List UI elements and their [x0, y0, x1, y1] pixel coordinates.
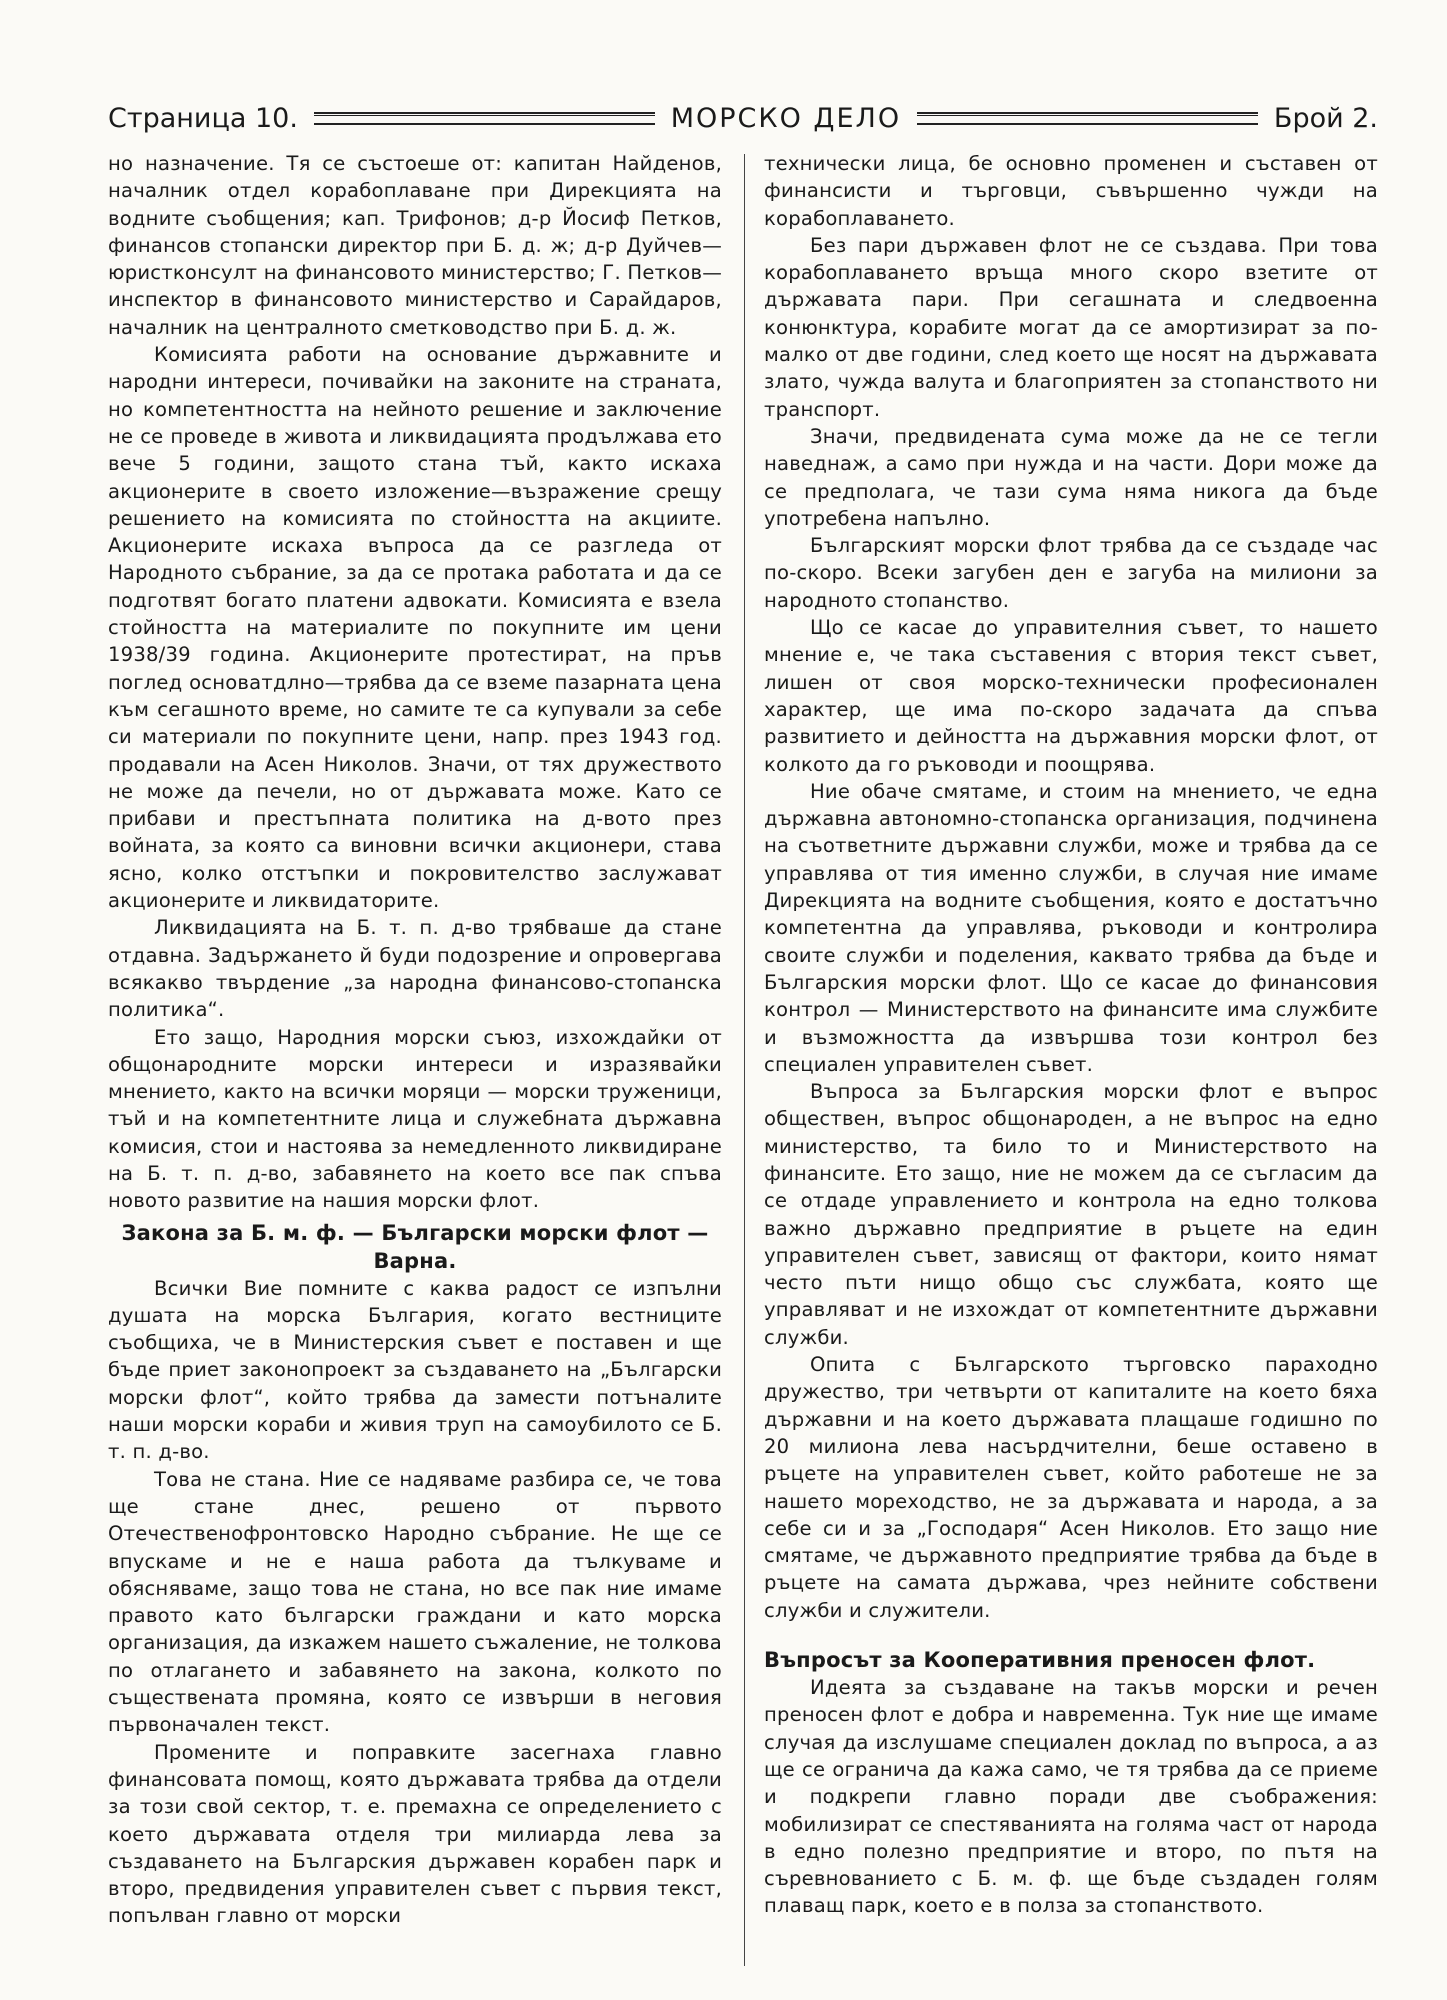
article-body — [108, 150, 1378, 1930]
paragraph: Що се касае до управителния съвет, то нашето мнение е, че така съставения с втория текст съвет, лишен от своя морско-технически професионален характер, ще има по-скоро задачата да спъва развитието и дейността на държавния морски флот, от колкото да го ръководи и поощрява. — [764, 616, 1378, 776]
header-rule-right — [917, 112, 1258, 125]
paragraph: Промените и поправките засегнаха главно финансовата помощ, която държавата трябва да отдели за този свой сектор, т. е. премахна се определението с което държавата отделя три милиарда лева за създаването на Българския държавен корабен парк и второ, предвидения управителен съвет с първия текст, попълван главно от морски — [108, 1740, 722, 1928]
left-column — [108, 150, 722, 1930]
paragraph: Значи, предвидената сума може да не се тегли наведнаж, а само при нужда и на части. Дори може да се предполага, че тази сума няма никога да бъде употребена напълно. — [764, 424, 1378, 530]
paragraph: технически лица, бе основно променен и съставен от финансисти и търговци, съвършенно чужди на корабоплаването. — [764, 152, 1378, 230]
paragraph: Това не стана. Ние се надяваме разбира се, че това ще стане днес, решено от първото Отечественофронтовско Народно събрание. Не ще се впускаме и не е наша работа да тълкуваме и обясняваме, защо това не стана, но все пак ние имаме правото като български граждани и като морска организация, да изкажем нашето съжаление, не толкова по отлагането и забавянето на закона, колкото по съществената промяна, която се извърши в неговия първоначален текст. — [108, 1467, 722, 1737]
paragraph: Комисията работи на основание държавните и народни интереси, почивайки на законите на страната, но компетентността на нейното решение и заключение не се проведе в живота и ликвидацията продължава ето вече 5 години, защото стана тъй, както искаха акционерите в своето изложение—възражение срещу решението на комисията по стойността на акциите. Акционерите искаха въпроса да се разгледа от Народното събрание, за да се протака работата и да се подготвят богато платени адвокати. Комисията е взела стойността на материалите по покупните им цени 1938/39 година. Акционерите протестират, на пръв поглед основатдлно—трябва да се вземе пазарната цена към сегашното време, но самите те са купували за себе си материали по покупните цени, напр. през 1943 год. продавали на Асен Николов. Значи, от тях дружеството не може да печели, но от държавата може. Като се прибави и престъпната политика на д-вото през войната, за която са виновни всички акционери, става ясно, колко отстъпки и покровителство заслужават акционерите и ликвидаторите. — [108, 343, 722, 913]
paragraph: Опита с Българското търговско параходно дружество, три четвърти от капиталите на което бяха държавни и на което държавата плащаше годишно по 20 милиона лева насърдчителни, беше оставено в ръцете на управителен съвет, който работеше не за нашето мореходство, не за държавата и народа, а за себе си и за „Господаря“ Асен Николов. Ето защо ние смятаме, че държавното предприятие трябва да бъде в ръцете на самата държава, чрез нейните собствени служби и служители. — [764, 1353, 1378, 1622]
right-column — [764, 150, 1378, 1930]
paragraph: Въпроса за Българския морски флот е въпрос обществен, въпрос общонароден, а не въпрос на едно министерство, та било то и Министерството на финансите. Ето защо, ние не можем да се съгласим да се отдаде управлението и контрола на едно толкова важно държавно предприятие в ръцете на един управителен съвет, зависящ от фактори, които нямат често пъти нищо общо със службата, която ще управляват и не изхождат от компетентните държавни служби. — [764, 1080, 1378, 1349]
page-number: Страница 10. — [108, 102, 298, 134]
page-header — [108, 96, 1378, 140]
paragraph: Ликвидацията на Б. т. п. д-во трябваше да стане отдавна. Задържането й буди подозрение и опровергава всякакво твърдение „за народна финансово-стопанска политика“. — [108, 916, 722, 1022]
paragraph: но назначение. Тя се състоеше от: капитан Найденов, началник отдел корабоплаване при Дирекцията на водните съобщения; кап. Трифонов; д-р Йосиф Петков, финансов стопански директор при Б. д. ж; д-р Дуйчев—юристконсулт на финансовото министерство; Г. Петков—инспектор в финансовото министерство и Сарайдаров, началник на централното сметководство при Б. д. ж. — [108, 152, 722, 339]
header-rule-left — [314, 112, 655, 125]
paragraph: Българският морски флот трябва да се създаде час по-скоро. Всеки загубен ден е загуба на милиони за народното стопанство. — [764, 534, 1378, 612]
paragraph: Ние обаче смятаме, и стоим на мнението, че една държавна автономно-стопанска организация, подчинена на съответните държавни служби, може и трябва да се управлява от тия именно служби, в случая ние имаме Дирекцията на водните съобщения, която е достатъчно компетентна да управлява, ръководи и контролира своите служби и поделения, каквато трябва да бъде и Българския морски флот. Що се касае до финансовия контрол — Министерството на финансите има службите и възможността да извършва този контрол без специален управителен съвет. — [764, 779, 1378, 1076]
newspaper-page — [108, 96, 1378, 1928]
publication-title: МОРСКО ДЕЛО — [670, 102, 902, 134]
issue-number: Брой 2. — [1273, 102, 1378, 134]
paragraph: Всички Вие помните с каква радост се изпълни душата на морска България, когато вестниците съобщиха, че в Министерския съвет е поставен и ще бъде приет законопроект за създаването на „Български морски флот“, който трябва да замести потъналите наши морски кораби и живия труп на самоубилото се Б. т. п. д-во. — [108, 1276, 722, 1464]
paragraph: Ето защо, Народния морски съюз, изхождайки от общонародните морски интереси и изразявайки мнението, както на всички моряци — морски труженици, тъй и на компетентните лица и служебната държавна комисия, стои и настоява за немедленното ликвидиране на Б. т. п. д-во, забавянето на което все пак спъва новото развитие на нашия морски флот. — [108, 1025, 722, 1213]
paragraph: Без пари държавен флот не се създава. При това корабоплаването връща много скоро взетите от държавата пари. При сегашната и следвоенна конюнктура, корабите могат да се амортизират за по-малко от две години, след което ще носят на държавата злато, чужда валута и благоприятен за стопанството ни транспорт. — [764, 233, 1378, 421]
section-heading: Закона за Б. м. ф. — Български морски флот — Варна. — [121, 1220, 709, 1273]
paragraph: Идеята за създаване на такъв морски и речен преносен флот е добра и навременна. Тук ние ще имаме случая да изслушаме специален доклад по въпроса, а аз ще се огранича да кажа само, че тя трябва да се приеме и подкрепи главно поради две съображения: мобилизират се спестяванията на голяма част от народа в едно полезно предприятие и второ, по пътя на съревнованието с Б. м. ф. ще бъде създаден голям плаващ парк, което е в полза за стопанството. — [764, 1676, 1378, 1918]
section-heading: Въпросът за Кооперативния преносен флот. — [764, 1648, 1316, 1673]
